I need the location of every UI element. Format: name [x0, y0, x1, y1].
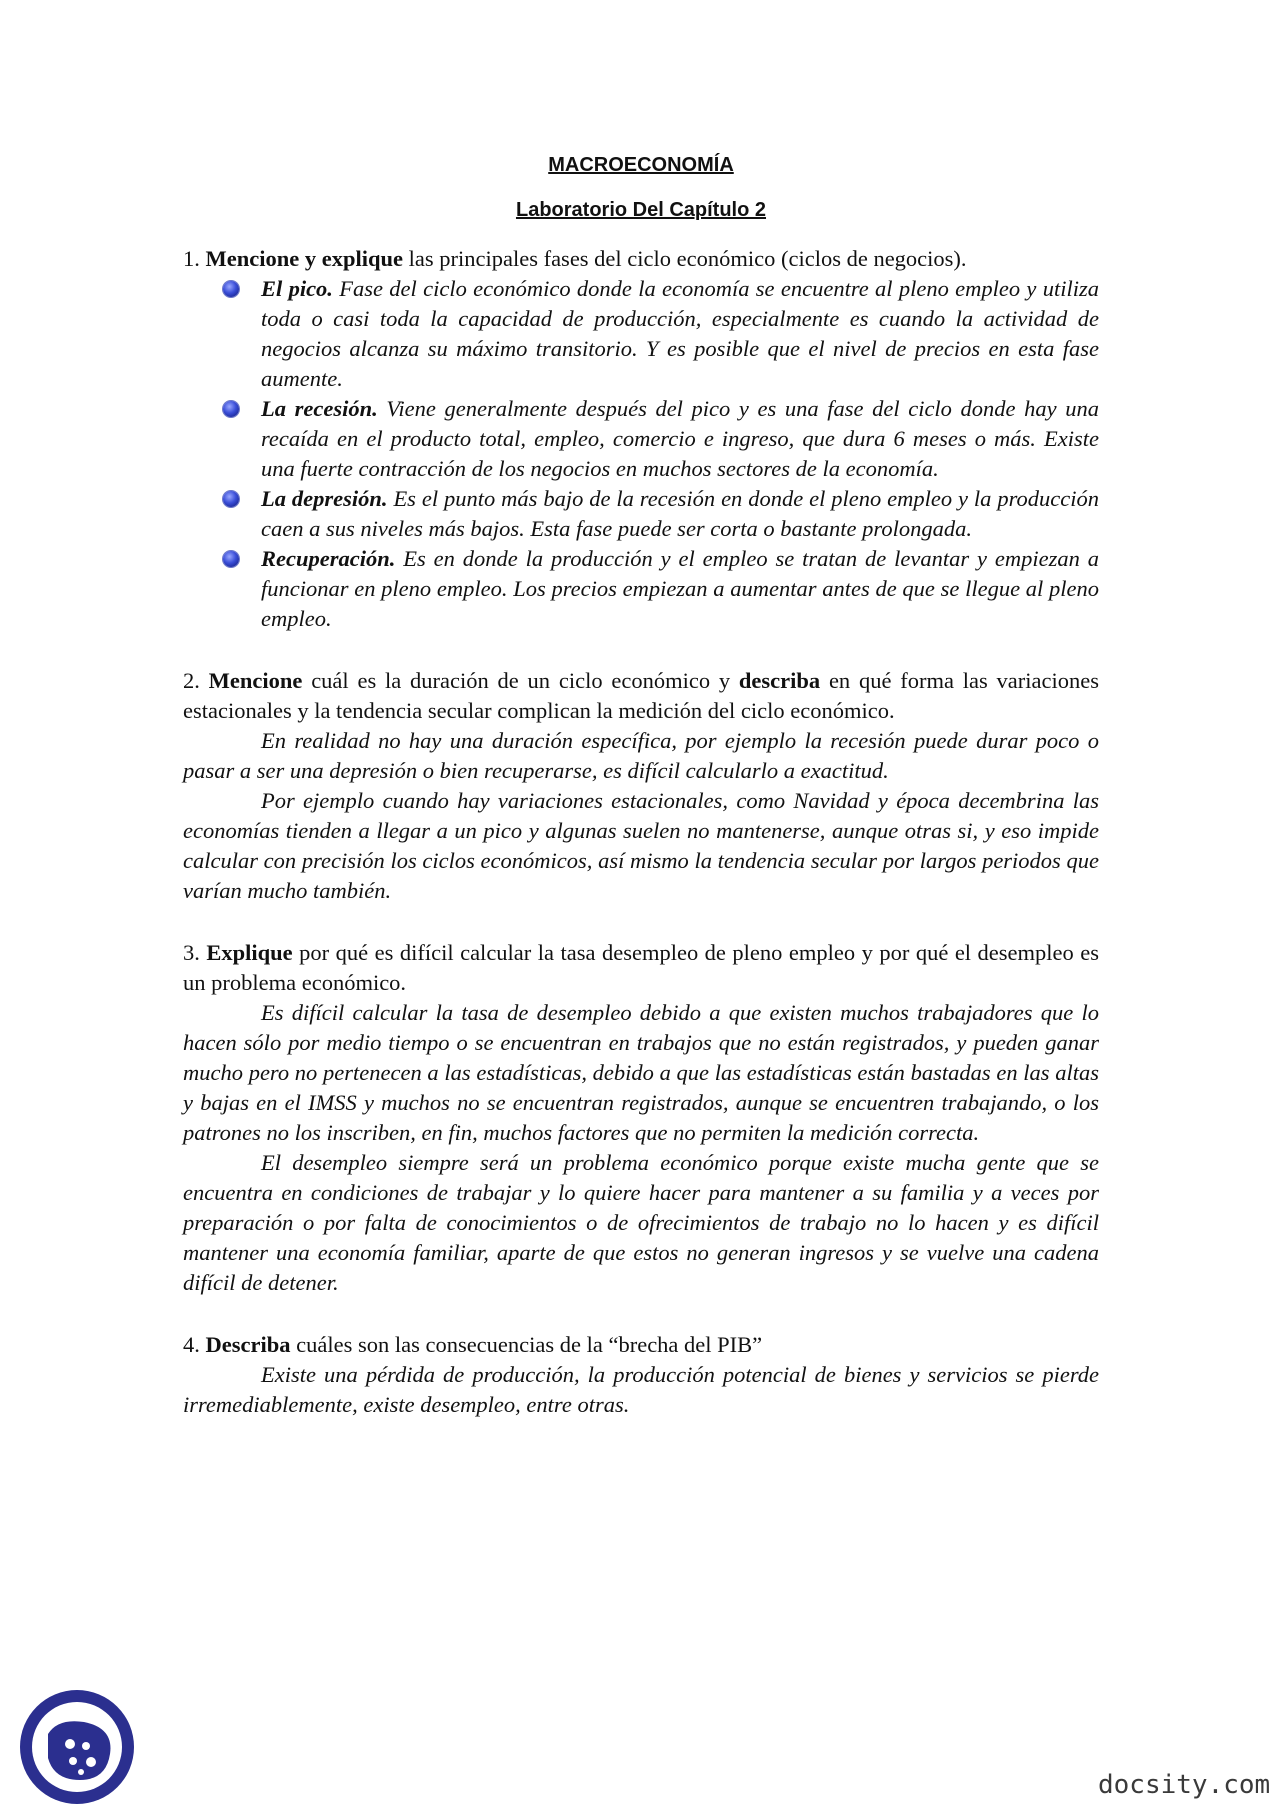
bullet-icon [223, 551, 239, 567]
question-1 [183, 244, 1099, 274]
answer-paragraph: Por ejemplo cuando hay variaciones estacionales, como Navidad y época decembrina las economías tienden a llegar a un pico y algunas suelen no mantenerse, aunque otras si, y eso impide calcular con precisión los ciclos económicos, así mismo la tendencia secular por largos periodos que varían mucho también. [183, 788, 1099, 903]
question-keyword: Mencione y explique [205, 246, 403, 271]
list-item [183, 484, 1099, 544]
list-item [183, 544, 1099, 634]
question-text: las principales fases del ciclo económico (ciclos de negocios). [403, 246, 967, 271]
question-keyword: Explique [206, 940, 293, 965]
question-2 [183, 666, 1099, 726]
document-page [183, 130, 1099, 1420]
phase-text: Es el punto más bajo de la recesión en donde el pleno empleo y la producción caen a sus niveles más bajos. Esta fase puede ser corta o bastante prolongada. [261, 486, 1099, 541]
list-item [183, 394, 1099, 484]
answer-paragraph: En realidad no hay una duración específica, por ejemplo la recesión puede durar poco o pasar a ser una depresión o bien recuperarse, es difícil calcularlo a exactitud. [183, 728, 1099, 783]
question-keyword: Mencione [208, 668, 303, 693]
question-number: 4. [183, 1332, 200, 1357]
question-4 [183, 1330, 1099, 1360]
question-keyword: describa [738, 668, 821, 693]
question-number: 3. [183, 940, 200, 965]
phase-text: Fase del ciclo económico donde la economía se encuentre al pleno empleo y utiliza toda o casi toda la capacidad de producción, especialmente es cuando la actividad de negocios alcanza su máximo transitorio. Y es posible que el nivel de precios en esta fase aumente. [261, 276, 1099, 391]
list-item [183, 274, 1099, 394]
question-number: 2. [183, 668, 200, 693]
document-title: MACROECONOMÍA [548, 154, 734, 176]
bullet-icon [223, 401, 239, 417]
question-keyword: Describa [205, 1332, 291, 1357]
phase-text: Viene generalmente después del pico y es una fase del ciclo donde hay una recaída en el producto total, empleo, comercio e ingreso, que dura 6 meses o más. Existe una fuerte contracción de los negocios en muchos sectores de la economía. [261, 396, 1100, 481]
phase-term: El pico. [261, 276, 333, 301]
question-text: cuál es la duración de un ciclo económico y [302, 668, 739, 693]
phase-term: La recesión. [261, 396, 378, 421]
question-number: 1. [183, 246, 200, 271]
document-subtitle: Laboratorio Del Capítulo 2 [515, 199, 767, 221]
phase-term: Recuperación. [261, 546, 396, 571]
question-3 [183, 938, 1099, 998]
phase-list [183, 274, 1099, 634]
phase-text: Es en donde la producción y el empleo se tratan de levantar y empiezan a funcionar en pleno empleo. Los precios empiezan a aumentar antes de que se llegue al pleno empleo. [261, 546, 1099, 631]
phase-term: La depresión. [261, 486, 388, 511]
docsity-watermark[interactable]: docsity.com [1098, 1770, 1271, 1800]
question-text: en qué forma las variaciones estacionales y la tendencia secular complican la medición del ciclo económico. [183, 668, 1099, 723]
bullet-icon [223, 281, 239, 297]
docsity-logo-icon[interactable] [18, 1688, 136, 1806]
answer-paragraph: Es difícil calcular la tasa de desempleo debido a que existen muchos trabajadores que lo hacen sólo por medio tiempo o se encuentran en trabajos que no están registrados, y pueden ganar mucho pero no pertenecen a las estadísticas, debido a que las estadísticas están bastadas en las altas y bajas en el IMSS y muchos no se encuentran registrados, aunque se encuentren trabajando, o los patrones no los inscriben, en fin, muchos factores que no permiten la medición correcta. [183, 1000, 1099, 1145]
bullet-icon [223, 491, 239, 507]
question-text: cuáles son las consecuencias de la “brecha del PIB” [290, 1332, 763, 1357]
question-text: por qué es difícil calcular la tasa desempleo de pleno empleo y por qué el desempleo es un problema económico. [183, 940, 1100, 995]
answer-paragraph: Existe una pérdida de producción, la producción potencial de bienes y servicios se pierde irremediablemente, existe desempleo, entre otras. [183, 1362, 1099, 1417]
answer-paragraph: El desempleo siempre será un problema económico porque existe mucha gente que se encuentra en condiciones de trabajar y lo quiere hacer para mantener a su familia y a veces por preparación o por falta de conocimientos o de ofrecimientos de trabajo no lo hacen y es difícil mantener una economía familiar, aparte de que estos no generan ingresos y se vuelve una cadena difícil de detener. [183, 1150, 1099, 1295]
